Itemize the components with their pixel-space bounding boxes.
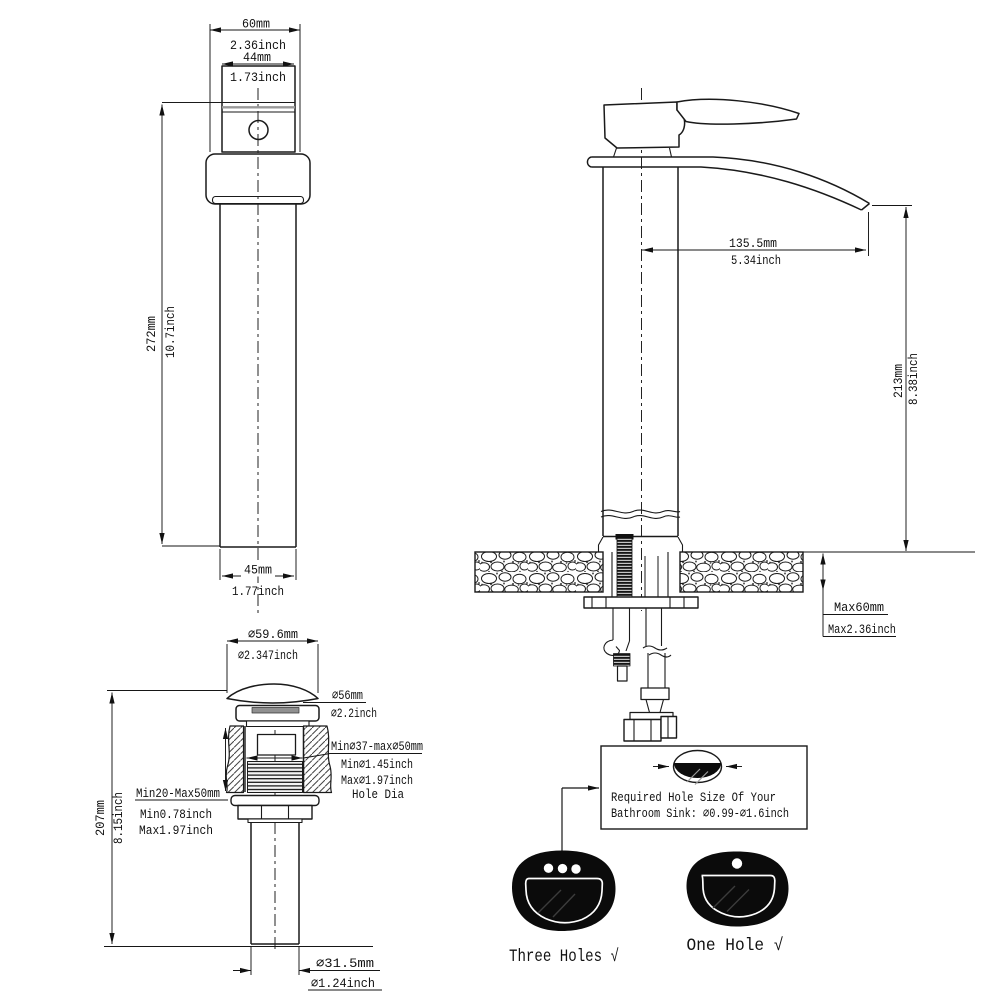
drain-height-in-label: 8.15inch	[111, 780, 126, 844]
handle-lever	[677, 99, 799, 124]
sink-wall-left-hatch	[226, 726, 243, 793]
base-gasket	[599, 537, 683, 552]
note-box	[562, 746, 807, 851]
drain-locknut-flange	[231, 796, 319, 806]
drain-flange-dia-in-label: ∅2.2inch	[331, 706, 377, 721]
sink-three-holes	[509, 851, 646, 968]
side-height-mm-label: 213mm	[891, 358, 906, 398]
drain-deck-max-in-label: Max1.97inch	[139, 823, 213, 838]
drain-tailpipe-dia-in-label: ∅1.24inch	[311, 976, 375, 991]
waterfall-spout	[587, 157, 869, 210]
front-spout-width-in-label: 2.36inch	[230, 38, 286, 53]
drain-deck-mm-label: Min20-Max50mm	[136, 786, 221, 801]
side-deck-mm-label: Max60mm	[834, 600, 885, 615]
faucet-side-view	[475, 88, 975, 741]
faucet-hole-icon	[544, 864, 553, 873]
side-deck-in-label: Max2.36inch	[828, 622, 896, 637]
drain-cap-dome	[227, 684, 318, 703]
drain-side-view	[93, 627, 423, 991]
hose-connector	[614, 654, 631, 667]
side-column	[603, 167, 678, 537]
faucet-hole-icon	[571, 864, 580, 873]
faucet-front-view	[144, 17, 310, 617]
drain-hole-dia-mm-label: Min∅37-max∅50mm	[331, 739, 424, 754]
three-holes-label: Three Holes √	[509, 947, 646, 967]
drain-deck-min-in-label: Min0.78inch	[140, 807, 212, 822]
one-hole-label: One Hole √	[686, 936, 792, 956]
side-reach-mm-label: 135.5mm	[729, 236, 778, 251]
note-line1: Required Hole Size Of Your	[611, 790, 776, 805]
supply-coupling	[641, 688, 669, 700]
front-spout-width-mm-label: 60mm	[242, 16, 271, 32]
front-body-height-mm-label: 272mm	[144, 312, 159, 352]
front-body-height-in-label: 10.7inch	[163, 294, 178, 358]
faucet-hole-icon	[558, 864, 567, 873]
drain-cap-dia-in-label: ∅2.347inch	[238, 648, 298, 663]
drain-height-mm-label: 207mm	[93, 796, 108, 836]
drain-cap-dia-mm-label: ∅59.6mm	[248, 627, 299, 642]
front-base-width-in-label: 1.77inch	[232, 584, 284, 599]
supply-nut-right	[661, 717, 677, 739]
handle-body	[604, 102, 685, 148]
sink-wall-right-hatch	[304, 726, 332, 793]
note-line2: Bathroom Sink: ∅0.99-∅1.6inch	[611, 806, 789, 821]
side-reach-in-label: 5.34inch	[731, 253, 781, 268]
drain-hole-dia-max-in-label: Max∅1.97inch	[341, 773, 413, 788]
drain-thread-section	[248, 762, 303, 793]
supply-nut-left	[624, 720, 661, 742]
hose-hook	[604, 640, 630, 655]
sink-three-holes-body	[512, 851, 616, 932]
mounting-stud	[617, 538, 632, 597]
faucet-hole-icon	[732, 858, 742, 868]
note-leader	[562, 788, 599, 851]
column-break-lines	[601, 510, 680, 518]
drain-hole-dia-min-in-label: Min∅1.45inch	[341, 757, 413, 772]
drain-hole-dia-text-label: Hole Dia	[352, 787, 405, 802]
handle-neck	[614, 148, 672, 157]
sink-one-hole	[686, 852, 792, 957]
side-height-in-label: 8.38inch	[906, 341, 921, 405]
countertop	[475, 552, 803, 592]
mounting-washer	[584, 597, 698, 608]
drain-locknut	[238, 806, 312, 820]
front-head-width-mm-label: 44mm	[243, 50, 272, 65]
drain-overflow-window	[258, 735, 296, 756]
front-head-width-in-label: 1.73inch	[230, 70, 286, 85]
drain-flange-dia-mm-label: ∅56mm	[332, 688, 364, 703]
drain-tailpipe-dia-mm-label: ∅31.5mm	[316, 956, 375, 971]
front-base-width-mm-label: 45mm	[244, 562, 273, 578]
